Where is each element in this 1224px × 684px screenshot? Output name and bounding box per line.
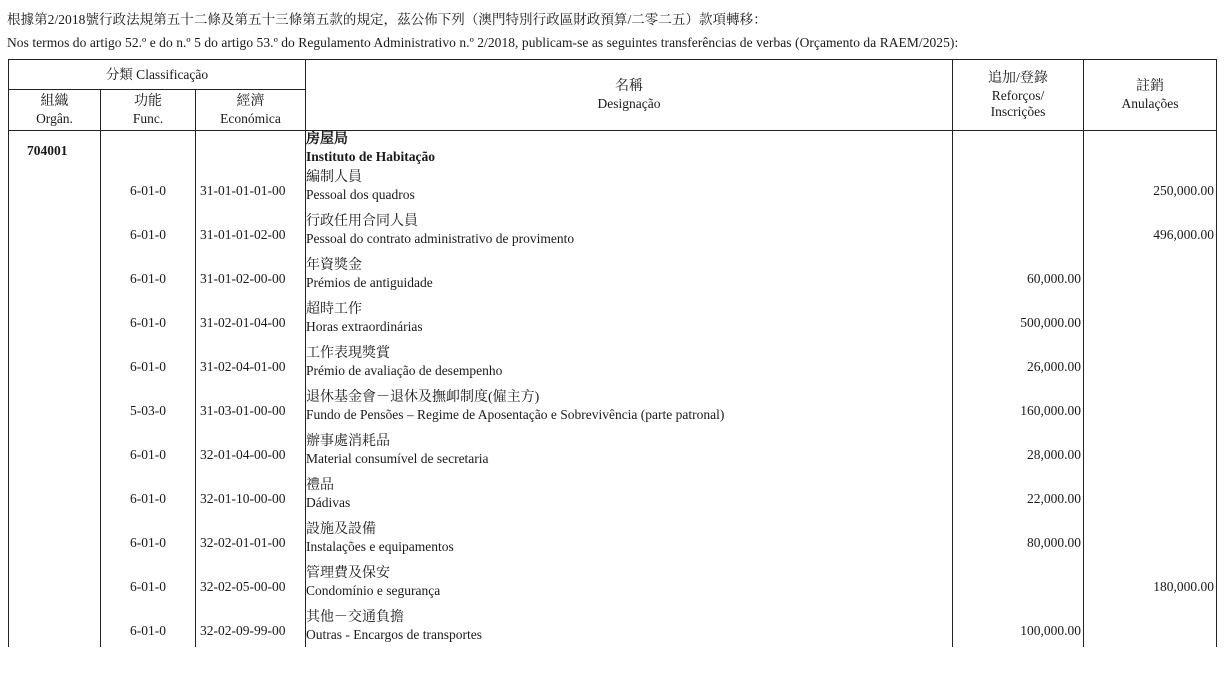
transfer-table — [8, 59, 1217, 647]
anulacao-amount — [1084, 477, 1216, 491]
anulacao-cell — [1084, 301, 1217, 345]
organ-econ-cell — [196, 131, 306, 170]
econ-cell — [196, 521, 306, 565]
designation-pt: Pessoal do contrato administrativo de provimento — [306, 231, 575, 246]
organ-func-cell — [101, 131, 196, 170]
func-cell — [101, 301, 196, 345]
econ-cell — [196, 609, 306, 647]
designation-cell — [306, 169, 953, 213]
designation-zh: 編制人員 — [306, 170, 362, 185]
header-reforcos — [953, 60, 1084, 131]
anulacao-amount — [1084, 521, 1216, 535]
header-anulacoes-pt: Anulações — [1121, 96, 1179, 111]
designation-pt: Material consumível de secretaria — [306, 451, 489, 466]
table-row — [9, 389, 1217, 433]
header-anulacoes-zh: 註銷 — [1136, 79, 1164, 94]
anulacao-amount — [1084, 433, 1216, 447]
econ-code: 31-01-01-02-00 — [200, 227, 286, 242]
reforco-amount: 60,000.00 — [1027, 271, 1081, 286]
econ-code: 31-03-01-00-00 — [200, 403, 286, 418]
organ-code-cell — [9, 131, 101, 170]
designation-zh: 管理費及保安 — [306, 566, 390, 581]
designation-pt: Dádivas — [306, 495, 351, 510]
organ-cell — [9, 301, 101, 345]
econ-code: 32-01-10-00-00 — [200, 491, 286, 506]
reforco-cell — [953, 433, 1084, 477]
designation-zh: 年資獎金 — [306, 258, 362, 273]
anulacao-cell — [1084, 389, 1217, 433]
header-row-group — [9, 60, 1217, 90]
table-row — [9, 477, 1217, 521]
econ-code: 32-02-05-00-00 — [200, 579, 286, 594]
designation-pt: Fundo de Pensões – Regime de Aposentação e Sobrevivência (parte patronal) — [306, 407, 725, 422]
designation-cell — [306, 433, 953, 477]
table-row — [9, 433, 1217, 477]
econ-cell — [196, 389, 306, 433]
anulacao-cell — [1084, 169, 1217, 213]
designation-zh: 其他－交通負擔 — [306, 610, 404, 625]
reforco-cell — [953, 345, 1084, 389]
organ-cell — [9, 433, 101, 477]
reforco-amount: 22,000.00 — [1027, 491, 1081, 506]
reforco-cell — [953, 301, 1084, 345]
reforco-cell — [953, 609, 1084, 647]
econ-cell — [196, 477, 306, 521]
designation-pt: Outras - Encargos de transportes — [306, 627, 482, 642]
header-reforcos-zh: 追加/登錄 — [988, 71, 1048, 86]
func-code: 6-01-0 — [130, 359, 166, 374]
designation-cell — [306, 213, 953, 257]
func-cell — [101, 345, 196, 389]
reforco-amount: 100,000.00 — [1020, 623, 1081, 638]
anulacao-cell — [1084, 213, 1217, 257]
anulacao-cell — [1084, 565, 1217, 609]
reforco-cell — [953, 213, 1084, 257]
organ-cell — [9, 389, 101, 433]
econ-cell — [196, 565, 306, 609]
econ-code: 32-02-09-99-00 — [200, 623, 286, 638]
reforco-amount: 160,000.00 — [1020, 403, 1081, 418]
func-code: 5-03-0 — [130, 403, 166, 418]
econ-code: 31-02-01-04-00 — [200, 315, 286, 330]
header-func — [101, 90, 196, 131]
header-reforcos-pt1: Reforços/ — [991, 88, 1045, 103]
func-code: 6-01-0 — [130, 579, 166, 594]
func-cell — [101, 389, 196, 433]
reforco-amount: 28,000.00 — [1027, 447, 1081, 462]
table-row — [9, 257, 1217, 301]
header-econ-pt: Económica — [220, 111, 281, 126]
table-row — [9, 169, 1217, 213]
organ-reforco-cell — [953, 131, 1084, 170]
anulacao-cell — [1084, 345, 1217, 389]
reforco-cell — [953, 477, 1084, 521]
header-designation-zh: 名稱 — [615, 79, 643, 94]
designation-cell — [306, 301, 953, 345]
designation-cell — [306, 345, 953, 389]
designation-pt: Condomínio e segurança — [306, 583, 441, 598]
func-code: 6-01-0 — [130, 491, 166, 506]
organ-cell — [9, 213, 101, 257]
anulacao-cell — [1084, 521, 1217, 565]
designation-pt: Prémio de avaliação de desempenho — [306, 363, 503, 378]
func-code: 6-01-0 — [130, 447, 166, 462]
func-cell — [101, 565, 196, 609]
header-econ — [196, 90, 306, 131]
organ-cell — [9, 169, 101, 213]
designation-cell — [306, 389, 953, 433]
reforco-cell — [953, 257, 1084, 301]
reforco-cell — [953, 565, 1084, 609]
header-econ-zh: 經濟 — [236, 94, 265, 109]
reforco-amount — [953, 213, 1083, 227]
func-code: 6-01-0 — [130, 271, 166, 286]
designation-zh: 工作表現獎賞 — [306, 346, 390, 361]
header-classification: 分類 Classificação — [9, 60, 306, 90]
header-designation-pt: Designação — [597, 96, 661, 111]
func-code: 6-01-0 — [130, 535, 166, 550]
header-func-zh: 功能 — [134, 94, 162, 109]
organ-cell — [9, 345, 101, 389]
reforco-cell — [953, 521, 1084, 565]
table-row — [9, 521, 1217, 565]
designation-zh: 退休基金會－退休及撫卹制度(僱主方) — [306, 390, 540, 405]
designation-zh: 設施及設備 — [306, 522, 376, 537]
table-row — [9, 565, 1217, 609]
reforco-cell — [953, 169, 1084, 213]
econ-code: 32-01-04-00-00 — [200, 447, 286, 462]
intro-text-chinese: 根據第2/2018號行政法規第五十二條及第五十三條第五款的規定，茲公佈下列（澳門特別行政區財政預算/二零二五）款項轉移： — [7, 12, 767, 27]
table-row — [9, 301, 1217, 345]
econ-code: 31-01-02-00-00 — [200, 271, 286, 286]
header-reforcos-pt2: Inscrições — [990, 104, 1046, 119]
designation-pt: Pessoal dos quadros — [306, 187, 415, 202]
header-anulacoes — [1084, 60, 1217, 131]
anulacao-amount — [1084, 301, 1216, 315]
reforco-cell — [953, 389, 1084, 433]
designation-zh: 行政任用合同人員 — [306, 214, 418, 229]
func-code: 6-01-0 — [130, 623, 166, 638]
organ-name-cell — [306, 131, 953, 170]
reforco-amount: 26,000.00 — [1027, 359, 1081, 374]
anulacao-cell — [1084, 257, 1217, 301]
designation-zh: 辦事處消耗品 — [306, 434, 390, 449]
func-cell — [101, 521, 196, 565]
organ-cell — [9, 257, 101, 301]
header-organ — [9, 90, 101, 131]
organ-anulacao-cell — [1084, 131, 1217, 170]
anulacao-cell — [1084, 609, 1217, 647]
organ-cell — [9, 609, 101, 647]
organ-name-pt: Instituto de Habitação — [306, 149, 436, 164]
func-cell — [101, 477, 196, 521]
organ-code: 704001 — [27, 143, 68, 158]
func-cell — [101, 609, 196, 647]
anulacao-amount: 180,000.00 — [1153, 579, 1214, 594]
econ-cell — [196, 345, 306, 389]
econ-code: 31-01-01-01-00 — [200, 183, 286, 198]
anulacao-cell — [1084, 433, 1217, 477]
header-designation — [306, 60, 953, 131]
anulacao-amount — [1084, 257, 1216, 271]
econ-cell — [196, 433, 306, 477]
designation-cell — [306, 257, 953, 301]
designation-cell — [306, 477, 953, 521]
designation-pt: Horas extraordinárias — [306, 319, 423, 334]
header-organ-pt: Orgân. — [36, 111, 73, 126]
designation-cell — [306, 521, 953, 565]
designation-pt: Instalações e equipamentos — [306, 539, 454, 554]
func-cell — [101, 169, 196, 213]
header-func-pt: Func. — [132, 111, 164, 126]
func-code: 6-01-0 — [130, 183, 166, 198]
reforco-amount: 80,000.00 — [1027, 535, 1081, 550]
anulacao-amount — [1084, 609, 1216, 623]
reforco-amount — [953, 169, 1083, 183]
table-row — [9, 609, 1217, 647]
econ-cell — [196, 257, 306, 301]
organ-name-zh: 房屋局 — [306, 132, 348, 147]
anulacao-amount: 496,000.00 — [1153, 227, 1214, 242]
econ-code: 32-02-01-01-00 — [200, 535, 286, 550]
organ-cell — [9, 565, 101, 609]
designation-zh: 禮品 — [306, 478, 334, 493]
designation-zh: 超時工作 — [306, 302, 362, 317]
func-code: 6-01-0 — [130, 315, 166, 330]
designation-pt: Prémios de antiguidade — [306, 275, 433, 290]
func-cell — [101, 433, 196, 477]
anulacao-cell — [1084, 477, 1217, 521]
anulacao-amount: 250,000.00 — [1153, 183, 1214, 198]
anulacao-amount — [1084, 389, 1216, 403]
func-code: 6-01-0 — [130, 227, 166, 242]
table-row — [9, 345, 1217, 389]
func-cell — [101, 213, 196, 257]
econ-code: 31-02-04-01-00 — [200, 359, 286, 374]
econ-cell — [196, 169, 306, 213]
organ-row — [9, 131, 1217, 170]
organ-cell — [9, 477, 101, 521]
anulacao-amount — [1084, 345, 1216, 359]
header-organ-zh: 組織 — [40, 94, 69, 109]
reforco-amount — [953, 565, 1083, 579]
organ-cell — [9, 521, 101, 565]
transfer-rows — [9, 169, 1217, 647]
intro-text-portuguese: Nos termos do artigo 52.º e do n.º 5 do artigo 53.º do Regulamento Administrativo n.º 2/2018, publicam-se as seguintes transferências de verbas (Orçamento da RAEM/2025): — [7, 35, 959, 50]
designation-cell — [306, 609, 953, 647]
func-cell — [101, 257, 196, 301]
designation-cell — [306, 565, 953, 609]
econ-cell — [196, 301, 306, 345]
reforco-amount: 500,000.00 — [1020, 315, 1081, 330]
econ-cell — [196, 213, 306, 257]
table-row — [9, 213, 1217, 257]
